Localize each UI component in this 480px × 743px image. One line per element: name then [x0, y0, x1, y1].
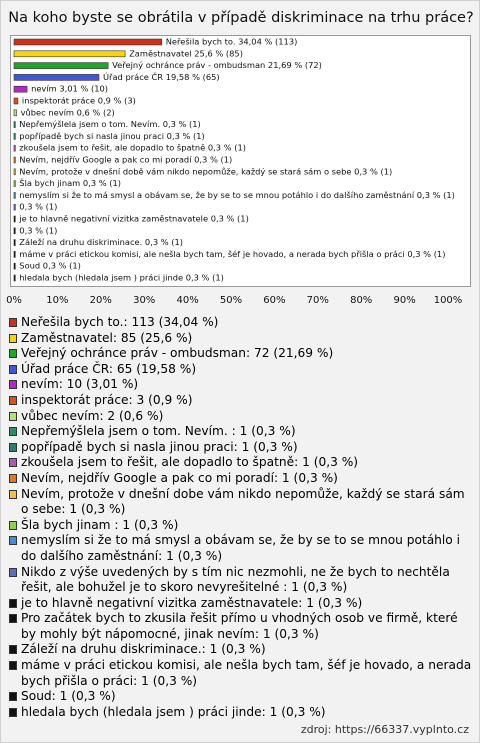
bar-4	[14, 86, 27, 92]
bar-19	[14, 263, 15, 269]
legend-item	[9, 409, 473, 425]
bar-1	[14, 51, 125, 57]
legend	[9, 315, 473, 720]
legend-text: Neřešila bych to.: 113 (34,04 %)	[21, 315, 219, 329]
legend-swatch	[9, 474, 17, 483]
x-tick-label-2: 20%	[89, 295, 112, 306]
legend-swatch	[9, 380, 17, 389]
legend-text: inspektorát práce: 3 (0,9 %)	[21, 392, 193, 407]
bar-label-13: nemyslím si že to má smysl a obávam se, že by se to se mnou potáhlo i do dalšího zaměstnání 0,3 % (1)	[19, 189, 455, 200]
legend-item	[9, 315, 473, 331]
bar-2	[14, 63, 108, 69]
legend-text: Úřad práce ČR: 65 (19,58 %)	[21, 361, 197, 376]
legend-item	[9, 642, 473, 658]
bar-3	[14, 74, 99, 80]
source-credit: zdroj: https://66337.vyplnto.cz	[300, 723, 469, 736]
bar-label-19: Soud 0,3 % (1)	[19, 260, 81, 271]
legend-swatch	[9, 536, 17, 545]
legend-text: Soud: 1 (0,3 %)	[21, 689, 116, 704]
legend-item	[9, 705, 473, 721]
legend-swatch	[9, 521, 17, 530]
x-tick-label-6: 60%	[263, 295, 286, 306]
legend-text: vůbec nevím: 2 (0,6 %)	[21, 408, 164, 423]
bar-16	[14, 228, 15, 234]
legend-swatch	[9, 661, 17, 670]
bar-9	[14, 145, 15, 151]
legend-swatch	[9, 614, 17, 623]
legend-swatch	[9, 412, 17, 421]
legend-item	[9, 346, 473, 362]
legend-text: Veřejný ochránce práv - ombudsman: 72 (21,69 %)	[21, 346, 334, 361]
legend-text: Nevím, nejdřív Google a pak co mi poradí: 1 (0,3 %)	[21, 470, 338, 485]
legend-item	[9, 471, 473, 487]
legend-swatch	[9, 427, 17, 436]
bar-5	[14, 98, 18, 104]
x-tick-label-8: 80%	[350, 295, 373, 306]
bar-label-10: Nevím, nejdřív Google a pak co mi poradí 0,3 % (1)	[19, 154, 233, 165]
legend-text: nemyslím si že to má smysl a obávam se, že by se to se mnou potáhlo i do dalšího zaměstnání: 1 (0,3 %)	[21, 533, 461, 563]
legend-swatch	[9, 490, 17, 499]
legend-item	[9, 487, 473, 518]
legend-text: máme v práci etickou komisi, ale nešla bych tam, šéf je hovado, a nerada bych přišla o práci: 1 (0,3 %)	[21, 658, 472, 688]
legend-swatch	[9, 708, 17, 717]
bar-0	[14, 39, 162, 45]
x-tick-label-7: 70%	[306, 295, 329, 306]
legend-text: je to hlavně negativní vizitka zaměstnavatele: 1 (0,3 %)	[21, 595, 363, 610]
legend-swatch	[9, 349, 17, 358]
legend-item	[9, 596, 473, 612]
legend-swatch	[9, 458, 17, 467]
bar-label-1: Zaměstnavatel 25,6 % (85)	[129, 48, 243, 59]
bar-20	[14, 275, 15, 281]
legend-swatch	[9, 396, 17, 405]
bar-label-9: zkoušela jsem to řešit, ale dopadlo to špatně 0,3 % (1)	[19, 142, 246, 153]
bar-13	[14, 192, 15, 198]
legend-item	[9, 533, 473, 564]
bar-chart	[1, 1, 480, 311]
legend-swatch	[9, 645, 17, 654]
x-tick-label-10: 100%	[433, 295, 463, 306]
legend-item	[9, 424, 473, 440]
legend-item	[9, 658, 473, 689]
legend-swatch	[9, 334, 17, 343]
x-tick-label-9: 90%	[393, 295, 416, 306]
chart-title: Na koho byste se obrátila v případě diskriminace na trhu práce?	[8, 10, 474, 26]
bar-label-8: popřípadě bych si nasla jinou praci 0,3 % (1)	[19, 130, 205, 141]
legend-item	[9, 440, 473, 456]
bar-label-12: Šla bych jinam 0,3 % (1)	[19, 178, 122, 189]
bar-label-20: hledala bych (hledala jsem ) práci jinde 0,3 % (1)	[19, 272, 224, 283]
legend-text: Zaměstnavatel: 85 (25,6 %)	[21, 330, 193, 345]
legend-text: Nepřemýšlela jsem o tom. Nevím. : 1 (0,3 %)	[21, 424, 296, 439]
legend-text: Nevím, protože v dnešní dobe vám nikdo nepomůže, každý se stará sám o sebe: 1 (0,3 %)	[21, 486, 465, 517]
bar-label-17: Záleží na druhu diskriminace. 0,3 % (1)	[19, 237, 184, 248]
bar-label-7: Nepřemýšlela jsem o tom. Nevím. 0,3 % (1)	[19, 119, 201, 130]
legend-text: nevím: 10 (3,01 %)	[21, 377, 139, 392]
legend-text: zkoušela jsem to řešit, ale dopadlo to špatně: 1 (0,3 %)	[21, 455, 359, 470]
bar-label-2: Veřejný ochránce práv - ombudsman 21,69 % (72)	[112, 60, 322, 71]
x-tick-label-1: 10%	[46, 295, 69, 306]
legend-text: hledala bych (hledala jsem ) práci jinde: 1 (0,3 %)	[21, 704, 326, 719]
legend-item	[9, 331, 473, 347]
legend-text: Pro začátek bych to zkusila řešit přímo u vhodných osob ve firmě, které by mohly být nápomocné, jinak nevím: 1 (0,3 %)	[21, 611, 458, 641]
legend-swatch	[9, 443, 17, 452]
legend-item	[9, 377, 473, 393]
legend-swatch	[9, 318, 17, 327]
legend-text: popřípadě bych si nasla jinou praci: 1 (0,3 %)	[21, 439, 298, 454]
legend-swatch	[9, 692, 17, 701]
legend-text: Nikdo z výše uvedených by s tím nic nezmohli, ne že bych to nechtěla řešit, ale bohužel je to skoro nevyrešitelné : 1 (0,3 %)	[21, 564, 450, 595]
legend-item	[9, 455, 473, 471]
bar-14	[14, 204, 15, 210]
legend-swatch	[9, 599, 17, 608]
bar-8	[14, 133, 15, 139]
bar-10	[14, 157, 15, 163]
bar-11	[14, 169, 15, 175]
bar-7	[14, 122, 15, 128]
bar-17	[14, 240, 15, 246]
bar-label-11: Nevím, protože v dnešní době vám nikdo nepomůže, každý se stará sám o sebe 0,3 % (1)	[19, 166, 393, 177]
bar-12	[14, 181, 15, 187]
legend-item	[9, 393, 473, 409]
legend-item	[9, 565, 473, 596]
bar-6	[14, 110, 17, 116]
bar-label-3: Úřad práce ČR 19,58 % (65)	[102, 71, 220, 82]
bar-label-5: inspektorát práce 0,9 % (3)	[21, 95, 136, 106]
legend-text: Záleží na druhu diskriminace.: 1 (0,3 %)	[21, 642, 266, 657]
bar-label-15: je to hlavně negativní vizitka zaměstnavatele 0,3 % (1)	[19, 213, 249, 224]
x-tick-label-4: 40%	[176, 295, 199, 306]
legend-swatch	[9, 568, 17, 577]
legend-item	[9, 518, 473, 534]
legend-swatch	[9, 365, 17, 374]
bar-label-18: máme v práci etickou komisi, ale nešla bych tam, šéf je hovado, a nerada bych přišla o práci 0,3 % (1)	[19, 248, 446, 259]
bar-label-14: 0,3 % (1)	[19, 201, 58, 212]
bar-label-16: 0,3 % (1)	[19, 225, 58, 236]
bar-label-6: vůbec nevím 0,6 % (2)	[20, 107, 115, 118]
bar-label-4: nevím 3,01 % (10)	[31, 83, 109, 94]
bar-15	[14, 216, 15, 222]
bar-label-0: Neřešila bych to. 34,04 % (113)	[165, 36, 298, 47]
x-tick-label-3: 30%	[133, 295, 156, 306]
legend-text: Šla bych jinam : 1 (0,3 %)	[21, 517, 179, 532]
legend-item	[9, 611, 473, 642]
bar-18	[14, 251, 15, 257]
x-tick-label-5: 50%	[219, 295, 243, 306]
x-tick-label-0: 0%	[6, 295, 22, 306]
legend-item	[9, 362, 473, 378]
legend-item	[9, 689, 473, 705]
